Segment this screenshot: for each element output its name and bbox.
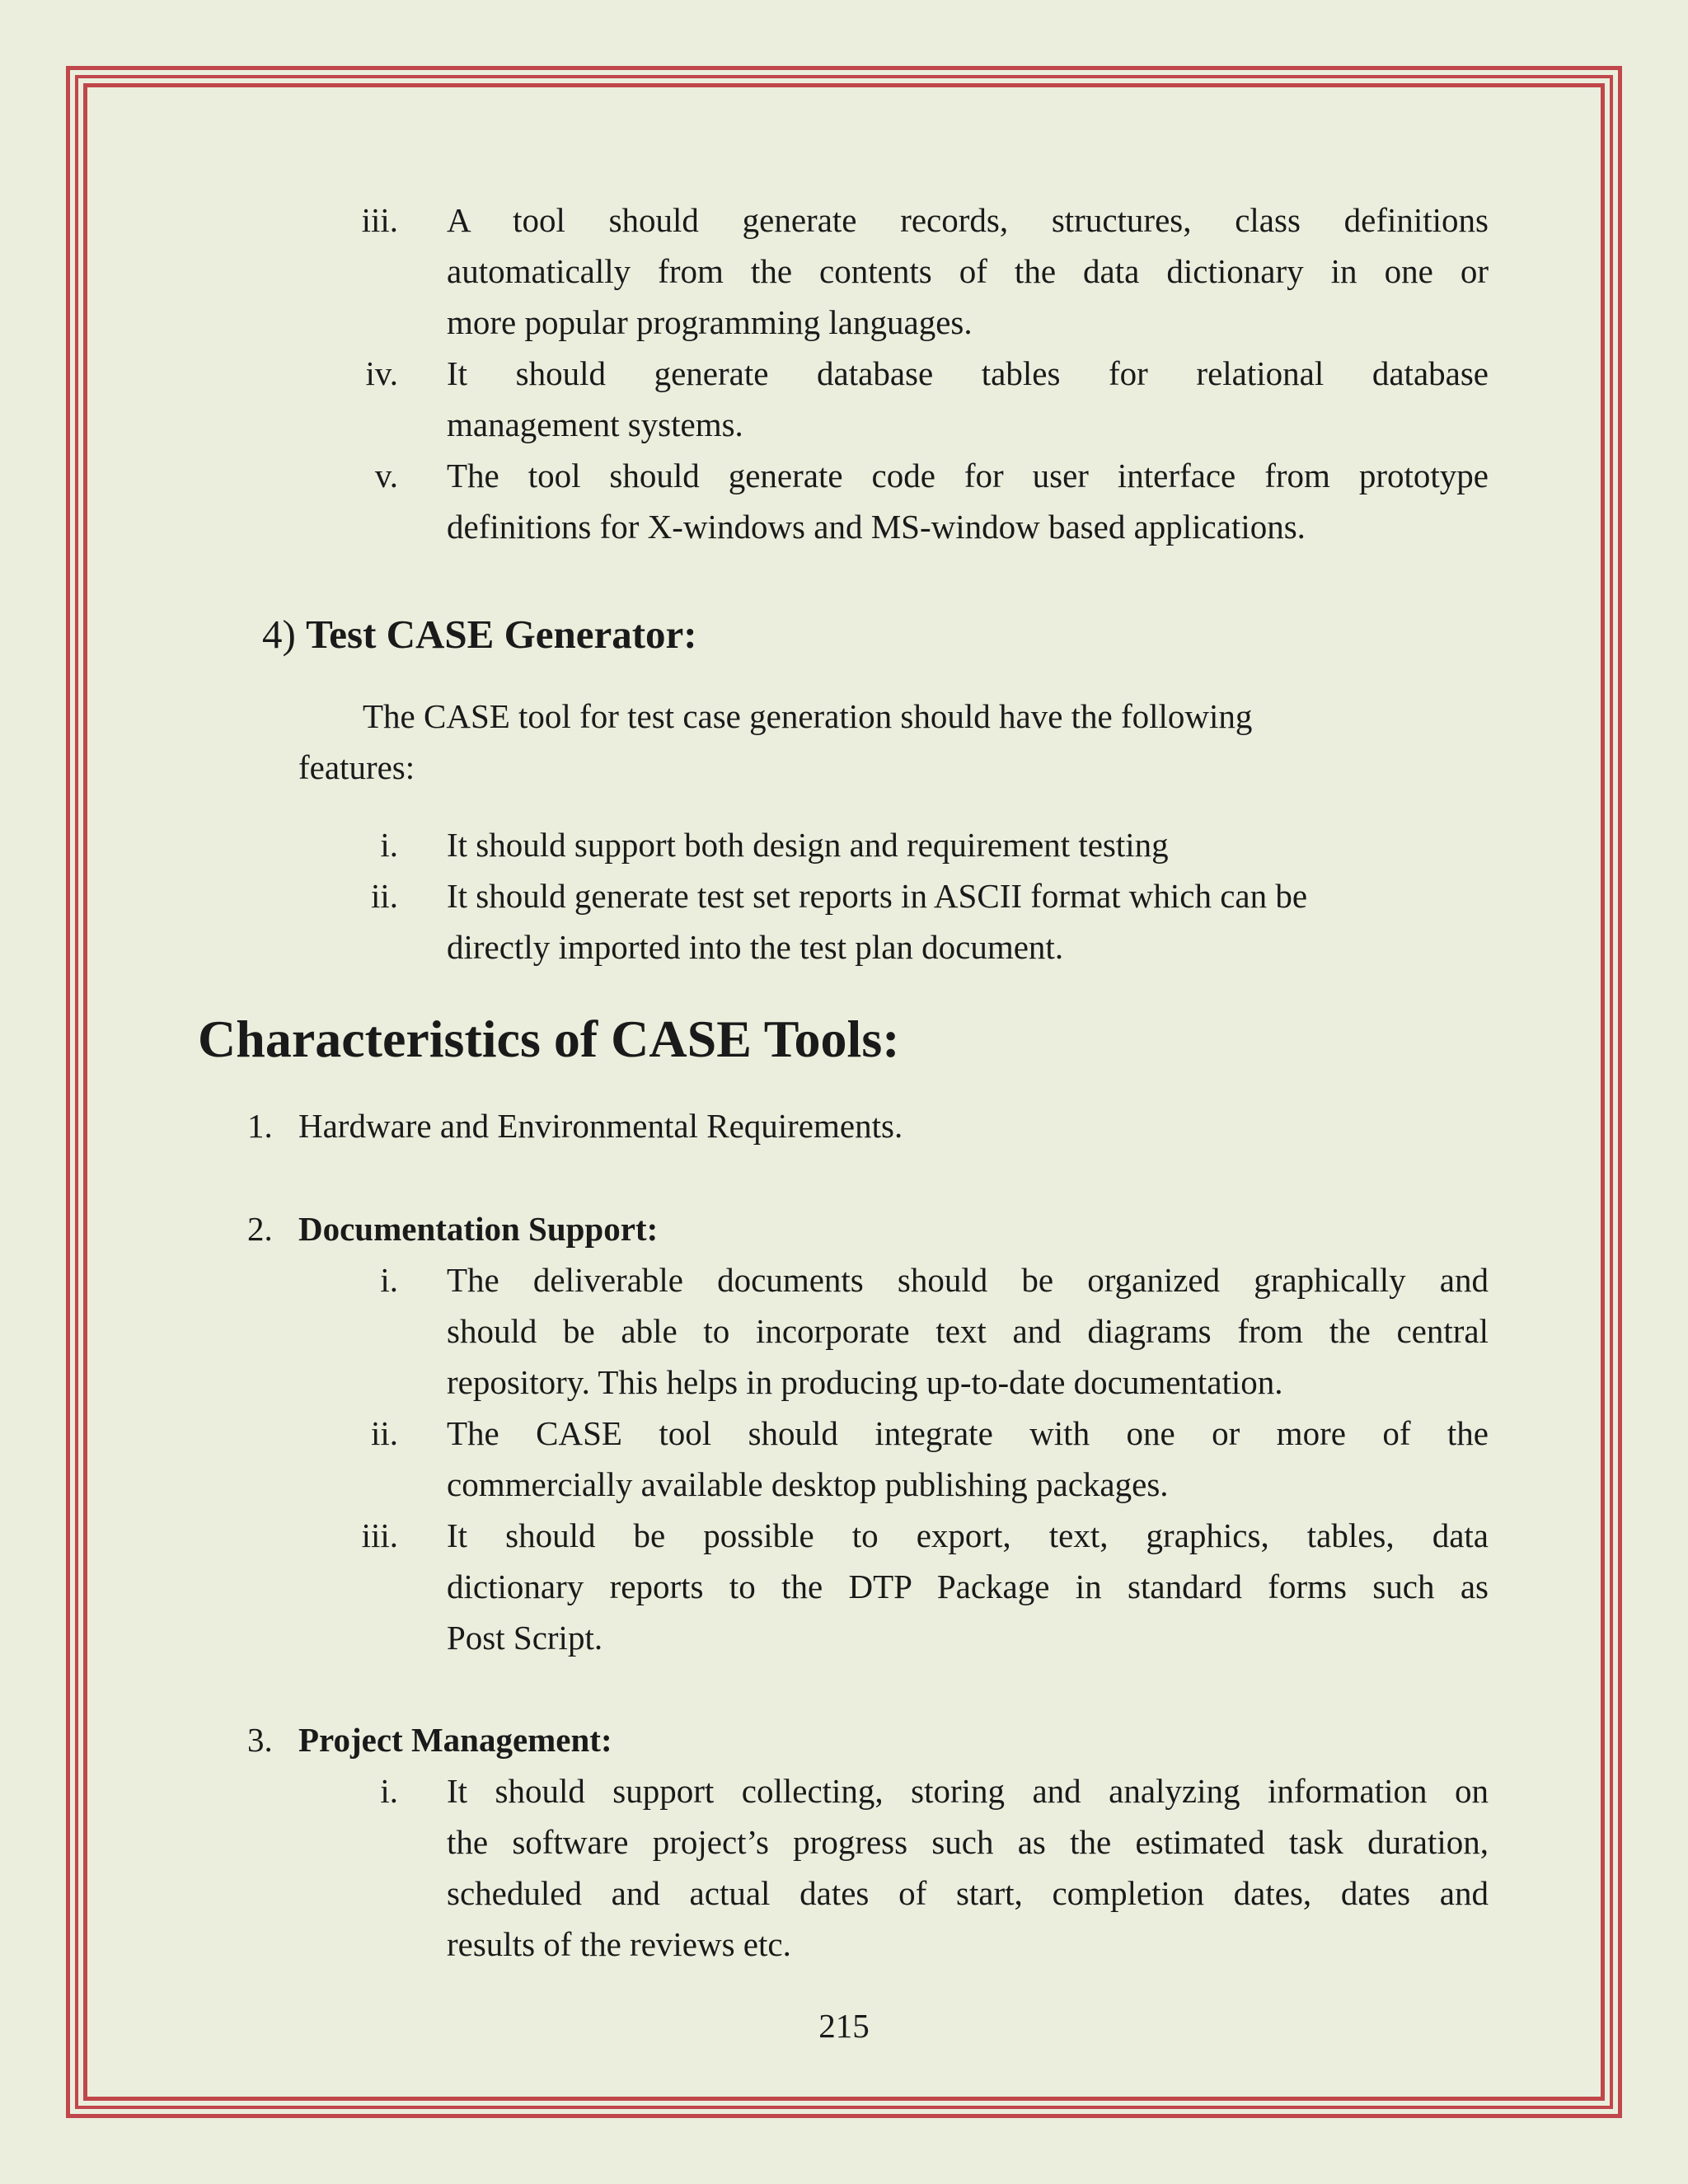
list-item-line: A tool should generate records, structures, class definitions [447, 201, 1489, 239]
list-item-line: The CASE tool should integrate with one or more of the [447, 1414, 1489, 1452]
list-item-line: should be able to incorporate text and diagrams from the central [447, 1312, 1489, 1350]
list-item-line: The tool should generate code for user interface from prototype [447, 457, 1489, 494]
list-item-line: directly imported into the test plan document. [447, 928, 1064, 966]
numbered-item-number: 3. [247, 1721, 273, 1759]
list-item-number: ii. [370, 1414, 398, 1452]
section-title: Test CASE Generator: [306, 612, 697, 657]
list-item-line: It should support both design and requirement testing [447, 826, 1169, 864]
list-item-line: dictionary reports to the DTP Package in standard forms such as [447, 1568, 1489, 1605]
list-item-line: It should be possible to export, text, graphics, tables, data [447, 1516, 1489, 1554]
numbered-item-number: 1. [247, 1107, 273, 1145]
list-item-line: The deliverable documents should be organized graphically and [447, 1261, 1489, 1299]
section-number: 4) [262, 612, 296, 657]
page-number: 215 [818, 2007, 870, 2045]
list-item-line: It should support collecting, storing and analyzing information on [447, 1772, 1489, 1810]
list-item-number: i. [380, 1772, 398, 1810]
list-item-number: iii. [361, 201, 398, 239]
section-heading-test-case [262, 607, 697, 662]
list-item-line: more popular programming languages. [447, 303, 973, 341]
list-item-line: commercially available desktop publishing packages. [447, 1465, 1169, 1503]
list-item-line: automatically from the contents of the data dictionary in one or [447, 252, 1489, 290]
list-item-line: repository. This helps in producing up-to-date documentation. [447, 1363, 1283, 1401]
list-item-number: ii. [370, 877, 398, 915]
list-item-line: results of the reviews etc. [447, 1925, 791, 1963]
list-item-number: iv. [365, 354, 398, 392]
list-item-number: v. [374, 457, 398, 494]
numbered-item-title: Project Management: [298, 1721, 612, 1759]
list-item-line: scheduled and actual dates of start, completion dates, dates and [447, 1874, 1489, 1912]
numbered-item-title: Documentation Support: [298, 1210, 659, 1248]
list-item-line: It should generate database tables for relational database [447, 354, 1489, 392]
list-item-line: the software project’s progress such as the estimated task duration, [447, 1823, 1489, 1861]
list-item-number: i. [380, 826, 398, 864]
intro-text: The CASE tool for test case generation should have the following [363, 697, 1253, 735]
intro-text: features: [298, 748, 415, 786]
list-item-number: i. [380, 1261, 398, 1299]
list-item-line: It should generate test set reports in ASCII format which can be [447, 877, 1308, 915]
list-item-line: definitions for X-windows and MS-window based applications. [447, 508, 1306, 546]
page-heading: Characteristics of CASE Tools: [198, 1010, 900, 1068]
list-item-number: iii. [361, 1516, 398, 1554]
numbered-item-number: 2. [247, 1210, 273, 1248]
numbered-item-text: Hardware and Environmental Requirements. [298, 1107, 903, 1145]
list-item-line: management systems. [447, 405, 743, 443]
list-item-line: Post Script. [447, 1619, 603, 1657]
